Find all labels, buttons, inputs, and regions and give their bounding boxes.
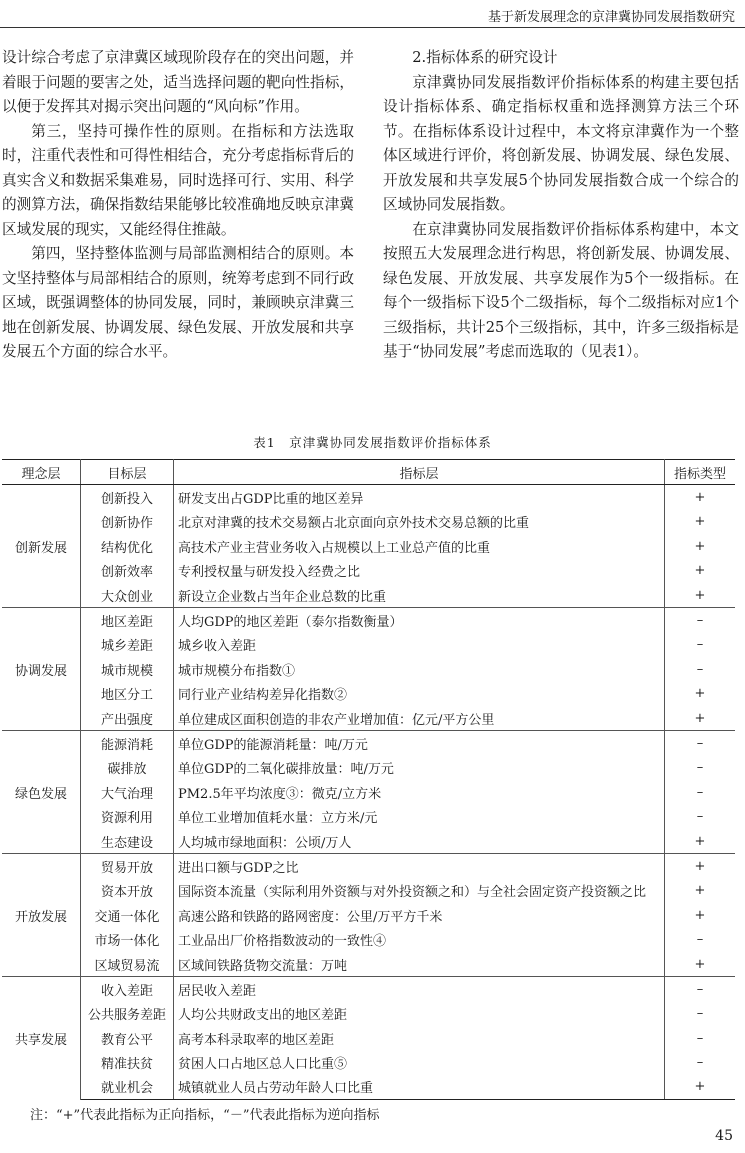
- table-row: [2, 854, 735, 879]
- table-row: [2, 485, 735, 510]
- indicator-cell: 进出口额与GDP之比: [174, 854, 665, 879]
- type-cell: +: [665, 854, 736, 879]
- goal-cell: 城市规模: [81, 657, 174, 681]
- goal-cell: 区域贸易流: [81, 952, 174, 977]
- indicator-cell: 北京对津冀的技术交易额占北京面向京外技术交易总额的比重: [174, 510, 665, 534]
- goal-cell: 创新投入: [81, 485, 174, 510]
- goal-cell: 地区差距: [81, 608, 174, 633]
- type-cell: +: [694, 883, 706, 899]
- goal-cell: 贸易开放: [81, 854, 174, 879]
- indicator-cell: 人均公共财政支出的地区差距: [174, 1002, 665, 1026]
- running-header: [0, 0, 745, 30]
- goal-cell: 大气治理: [81, 780, 174, 804]
- table-row: [2, 657, 735, 681]
- table-row: [2, 1026, 735, 1050]
- type-cell: +: [694, 833, 706, 849]
- type-cell: +: [694, 710, 706, 726]
- header-target-layer: 目标层: [81, 460, 174, 485]
- goal-cell: 资本开放: [81, 879, 174, 903]
- type-cell: –: [696, 932, 704, 948]
- table-row: [2, 977, 735, 1002]
- indicator-cell: 工业品出厂价格指数波动的一致性④: [174, 927, 665, 951]
- concept-cell: 创新发展: [2, 485, 81, 608]
- type-cell: +: [665, 485, 736, 510]
- type-cell: +: [694, 514, 706, 530]
- type-cell: –: [696, 760, 704, 776]
- table-row: [2, 682, 735, 706]
- type-cell: –: [665, 608, 736, 633]
- indicator-cell: 城市规模分布指数①: [174, 657, 665, 681]
- goal-cell: 精准扶贫: [81, 1050, 174, 1074]
- goal-cell: 城乡差距: [81, 633, 174, 657]
- table-body: [2, 485, 735, 1100]
- right-paragraph-2: 在京津冀协同发展指数评价指标体系构建中，本文按照五大发展理念进行构思，将创新发展、协调发展、绿色发展、开放发展、共享发展作为5个一级指标。在每个一级指标下设5个二级指标，每个二级指标对应1个三级指标，共计25个三级指标，其中，许多三级指标是基于“协同发展”考虑而选取的（见表1）。: [383, 220, 739, 360]
- type-cell: +: [694, 686, 706, 702]
- type-cell: –: [696, 784, 704, 800]
- indicator-cell: 专利授权量与研发投入经费之比: [174, 559, 665, 583]
- type-cell: –: [665, 977, 736, 1002]
- table-row: [2, 706, 735, 731]
- concept-cell: 协调发展: [2, 608, 81, 731]
- table-row: [2, 756, 735, 780]
- type-cell: +: [665, 1075, 736, 1100]
- indicator-cell: 人均GDP的地区差距（泰尔指数衡量）: [174, 608, 665, 633]
- goal-cell: 创新效率: [81, 559, 174, 583]
- indicator-cell: 人均城市绿地面积：公顷/万人: [174, 829, 665, 854]
- type-cell: +: [694, 563, 706, 579]
- indicator-cell: 研发支出占GDP比重的地区差异: [174, 485, 665, 510]
- indicator-cell: PM2.5年平均浓度③：微克/立方米: [174, 780, 665, 804]
- table-row: [2, 829, 735, 854]
- type-cell: +: [694, 538, 706, 554]
- goal-cell: 结构优化: [81, 534, 174, 558]
- table-row: [2, 1050, 735, 1074]
- type-cell: +: [694, 956, 706, 972]
- table-row: [2, 1075, 735, 1100]
- indicator-cell: 高技术产业主营业务收入占规模以上工业总产值的比重: [174, 534, 665, 558]
- header-rule: [0, 27, 745, 28]
- header-indicator-layer: 指标层: [174, 460, 665, 485]
- indicator-cell: 城镇就业人员占劳动年龄人口比重: [174, 1075, 665, 1100]
- left-column: [2, 46, 354, 365]
- type-cell: –: [696, 809, 704, 825]
- table-row: [2, 534, 735, 558]
- table-row: [2, 780, 735, 804]
- goal-cell: 就业机会: [81, 1075, 174, 1100]
- goal-cell: 收入差距: [81, 977, 174, 1002]
- table-row: [2, 559, 735, 583]
- table-row: [2, 1002, 735, 1026]
- goal-cell: 碳排放: [81, 756, 174, 780]
- goal-cell: 地区分工: [81, 682, 174, 706]
- indicator-cell: 单位建成区面积创造的非农产业增加值：亿元/平方公里: [174, 706, 665, 731]
- goal-cell: 教育公平: [81, 1026, 174, 1050]
- goal-cell: 市场一体化: [81, 927, 174, 951]
- table-row: [2, 879, 735, 903]
- indicator-cell: 单位GDP的能源消耗量：吨/万元: [174, 731, 665, 756]
- table-row: [2, 903, 735, 927]
- type-cell: +: [694, 587, 706, 603]
- concept-cell: 开放发展: [2, 854, 81, 977]
- section-subheading: 2.指标体系的研究设计: [412, 49, 558, 66]
- indicator-cell: 高速公路和铁路的路网密度：公里/万平方千米: [174, 903, 665, 927]
- indicator-cell: 单位工业增加值耗水量：立方米/元: [174, 804, 665, 828]
- type-cell: –: [696, 661, 704, 677]
- left-paragraph-1: 设计综合考虑了京津冀区域现阶段存在的突出问题，并着眼于问题的要害之处，适当选择问题的靶向性指标，以便于发挥其对揭示突出问题的“风向标”作用。: [2, 49, 354, 115]
- left-paragraph-3: 第四，坚持整体监测与局部监测相结合的原则。本文坚持整体与局部相结合的原则，统筹考虑到不同行政区域，既强调整体的协同发展，同时，兼顾映京津冀三地在创新发展、协调发展、绿色发展、开放发展和共享发展五个方面的综合水平。: [2, 245, 354, 360]
- running-title: 基于新发展理念的京津冀协同发展指数研究: [487, 10, 735, 25]
- table-row: [2, 731, 735, 756]
- concept-cell: 共享发展: [2, 977, 81, 1100]
- table-row: [2, 583, 735, 608]
- goal-cell: 资源利用: [81, 804, 174, 828]
- indicator-cell: 同行业产业结构差异化指数②: [174, 682, 665, 706]
- indicator-cell: 居民收入差距: [174, 977, 665, 1002]
- left-paragraph-2: 第三，坚持可操作性的原则。在指标和方法选取时，注重代表性和可得性相结合，充分考虑指标背后的真实含义和数据采集难易，同时选择可行、实用、科学的测算方法，确保指数结果能够比较准确地反映京津冀区域发展的现实，又能经得住推敲。: [2, 122, 354, 238]
- page-number: 45: [715, 1128, 733, 1144]
- type-cell: –: [696, 1055, 704, 1071]
- type-cell: –: [696, 1030, 704, 1046]
- table-caption: 表1 京津冀协同发展指数评价指标体系: [253, 435, 492, 450]
- goal-cell: 创新协作: [81, 510, 174, 534]
- table-row: [2, 952, 735, 977]
- indicator-table: [2, 459, 735, 1100]
- right-column: [383, 46, 739, 365]
- indicator-cell: 区域间铁路货物交流量：万吨: [174, 952, 665, 977]
- table-row: [2, 510, 735, 534]
- header-indicator-type: 指标类型: [665, 460, 736, 485]
- goal-cell: 产出强度: [81, 706, 174, 731]
- table-row: [2, 633, 735, 657]
- indicator-cell: 城乡收入差距: [174, 633, 665, 657]
- table-note: 注：“+”代表此指标为正向指标，“－”代表此指标为逆向指标: [30, 1108, 380, 1123]
- type-cell: –: [665, 731, 736, 756]
- header-concept-layer: 理念层: [2, 460, 81, 485]
- table-row: [2, 804, 735, 828]
- table-row: [2, 927, 735, 951]
- indicator-cell: 高考本科录取率的地区差距: [174, 1026, 665, 1050]
- indicator-cell: 新设立企业数占当年企业总数的比重: [174, 583, 665, 608]
- goal-cell: 能源消耗: [81, 731, 174, 756]
- goal-cell: 交通一体化: [81, 903, 174, 927]
- indicator-cell: 贫困人口占地区总人口比重⑤: [174, 1050, 665, 1074]
- type-cell: +: [694, 907, 706, 923]
- goal-cell: 大众创业: [81, 583, 174, 608]
- goal-cell: 公共服务差距: [81, 1002, 174, 1026]
- indicator-cell: 单位GDP的二氧化碳排放量：吨/万元: [174, 756, 665, 780]
- table-row: [2, 608, 735, 633]
- table-header-row: [2, 460, 735, 485]
- concept-cell: 绿色发展: [2, 731, 81, 854]
- indicator-cell: 国际资本流量（实际利用外资额与对外投资额之和）与全社会固定资产投资额之比: [174, 879, 665, 903]
- goal-cell: 生态建设: [81, 829, 174, 854]
- type-cell: –: [696, 1006, 704, 1022]
- right-paragraph-1: 京津冀协同发展指数评价指标体系的构建主要包括设计指标体系、确定指标权重和选择测算方法三个环节。在指标体系设计过程中，本文将京津冀作为一个整体区域进行评价，将创新发展、协调发展、绿色发展、开放发展和共享发展5个协同发展指数合成一个综合的区域协同发展指数。: [383, 73, 739, 213]
- type-cell: –: [696, 637, 704, 653]
